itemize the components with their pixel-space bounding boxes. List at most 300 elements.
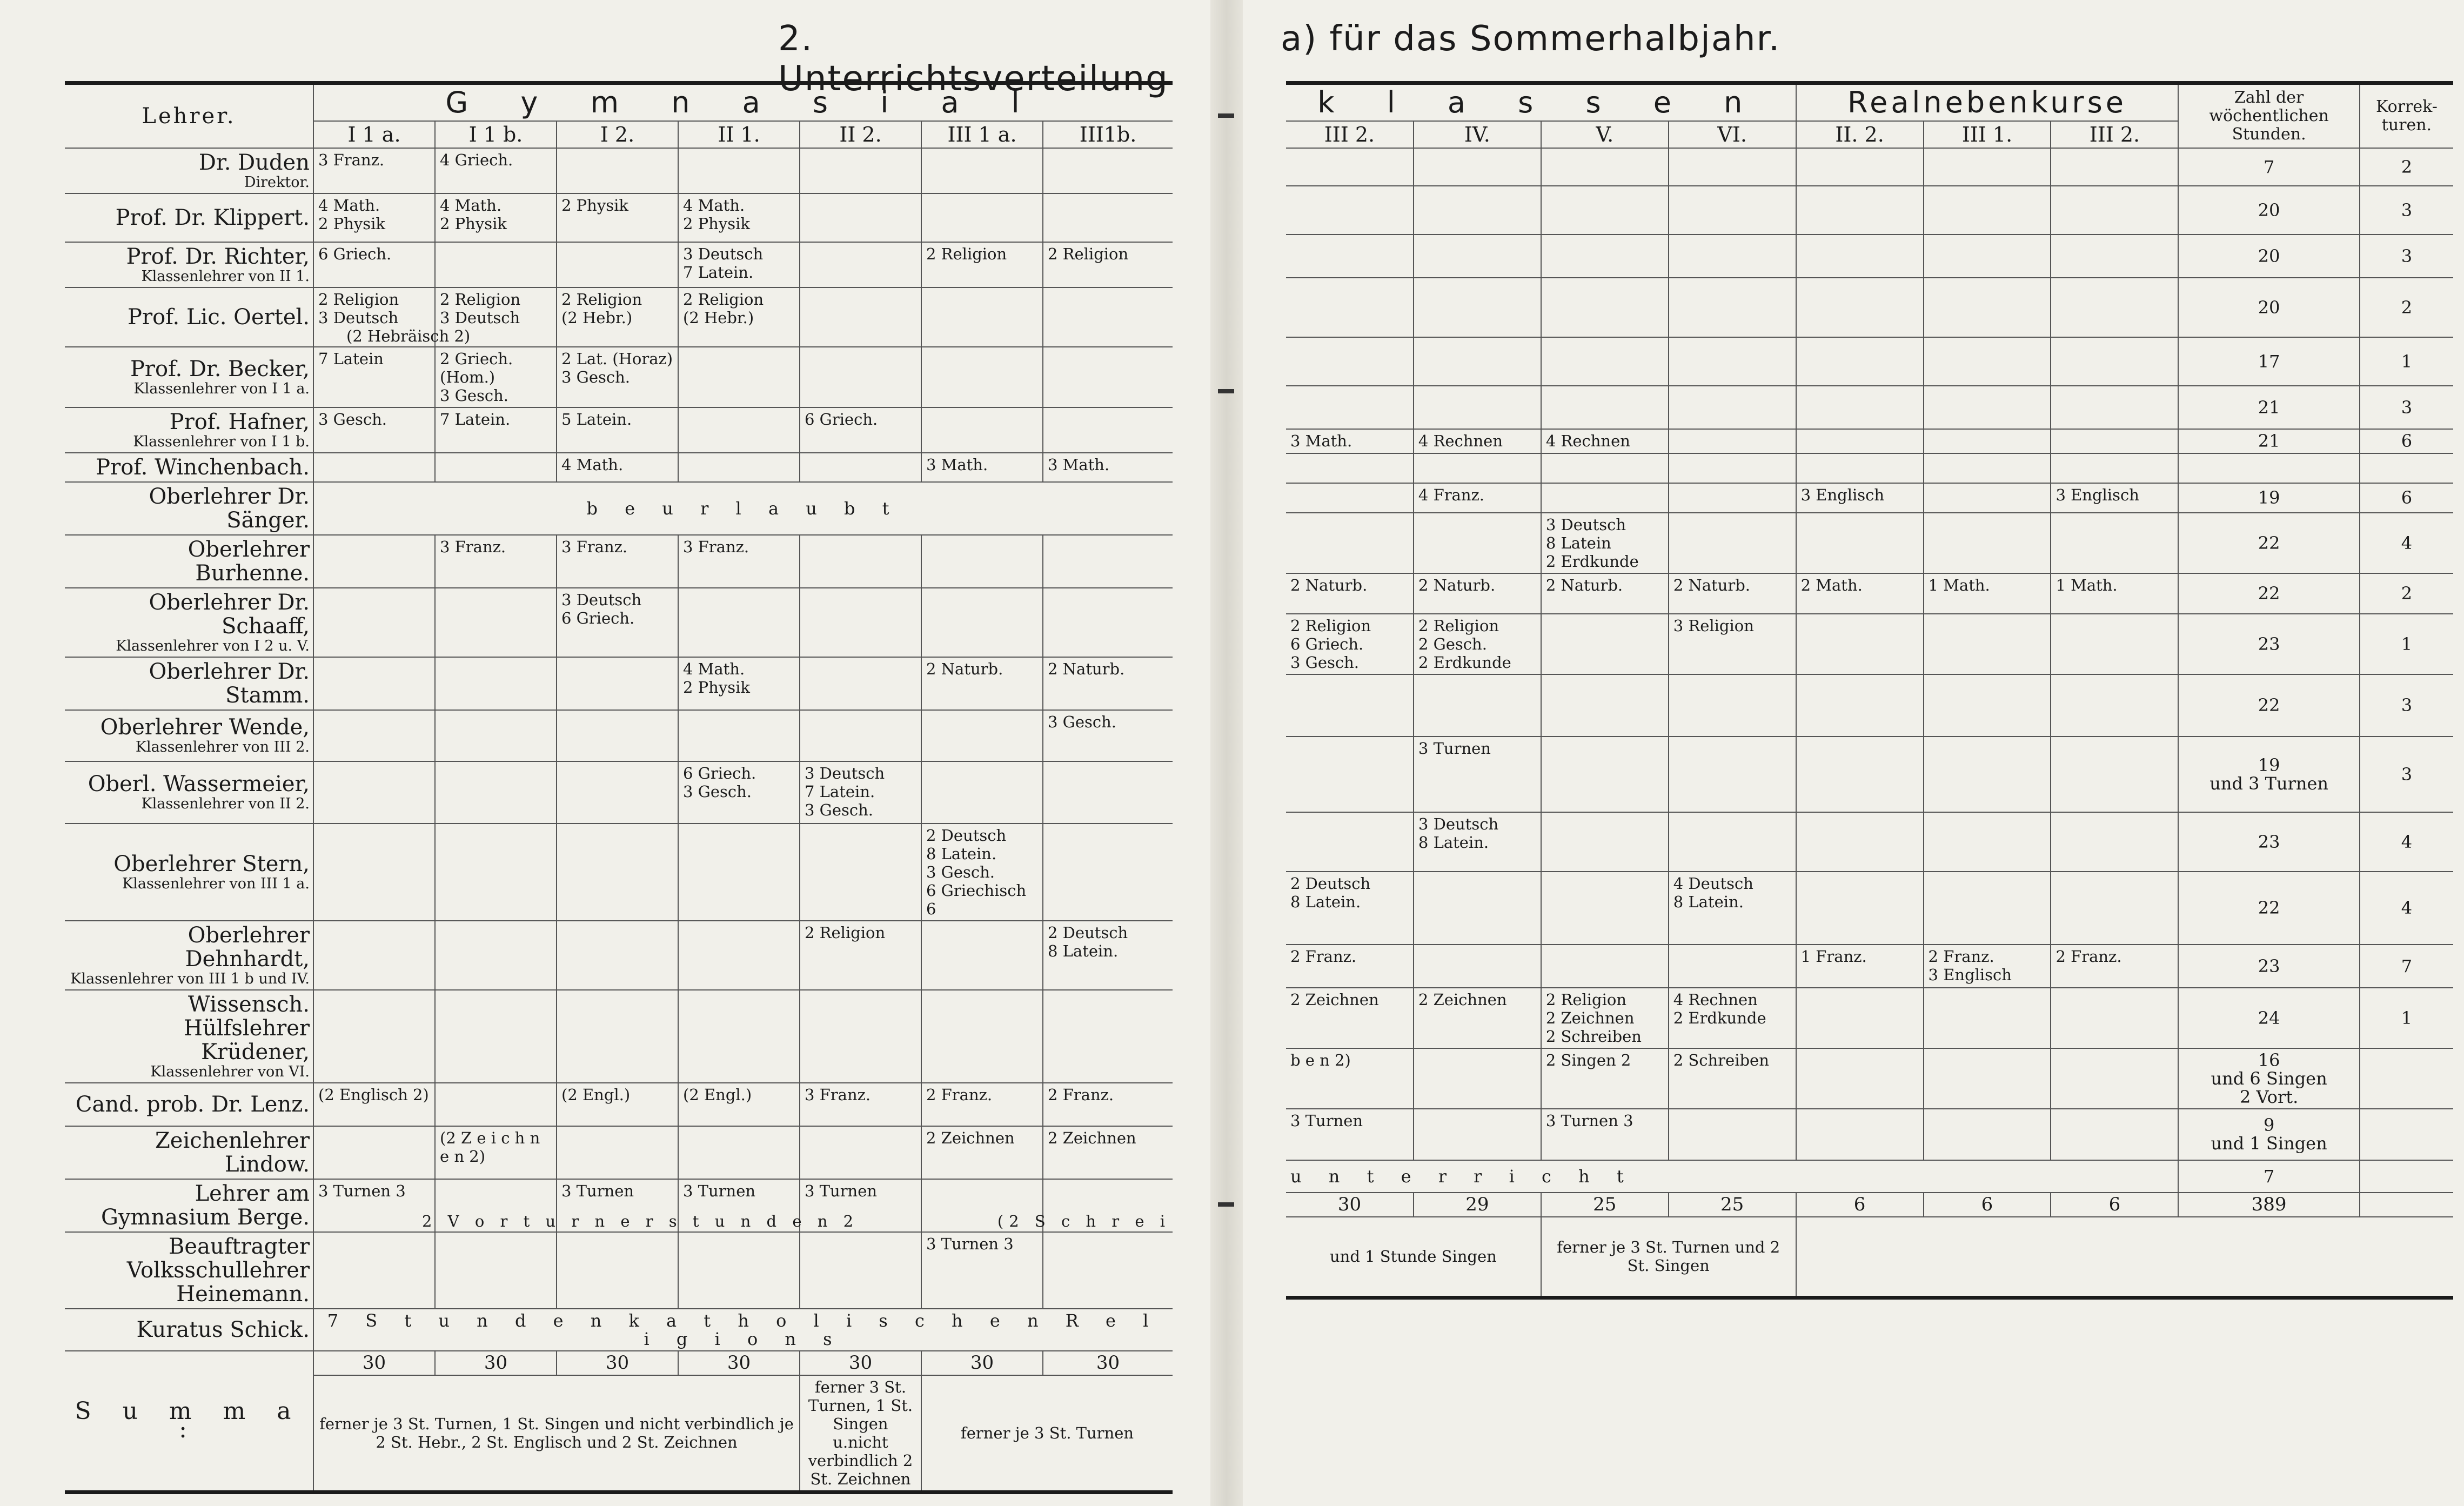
schedule-cell: 4 Math. 2 Physik — [313, 193, 435, 242]
summa-note: und 1 Stunde Singen — [1286, 1217, 1541, 1298]
teacher-name: Oberlehrer Dehnhardt, — [185, 922, 310, 972]
class-column-header: I 1 b. — [435, 121, 557, 148]
schedule-cell — [1414, 337, 1541, 386]
schedule-cell: (2 Engl.) — [678, 1083, 800, 1126]
schedule-cell — [557, 710, 678, 761]
schedule-cell: 2 Physik — [557, 193, 678, 242]
weekly-hours-cell: 9 und 1 Singen — [2178, 1109, 2360, 1160]
schedule-cell — [1796, 1109, 1924, 1160]
schedule-cell: 2 Deutsch 8 Latein. — [1043, 921, 1173, 990]
schedule-cell — [1286, 812, 1414, 872]
corrections-cell: 3 — [2360, 737, 2453, 812]
schedule-cell — [1669, 235, 1796, 278]
schedule-cell — [800, 148, 921, 193]
teacher-row-left — [65, 407, 1173, 453]
schedule-cell — [313, 535, 435, 588]
schedule-cell — [435, 453, 557, 482]
schedule-cell — [1669, 513, 1796, 573]
schedule-cell — [313, 657, 435, 710]
teacher-name: Cand. prob. Dr. Lenz. — [75, 1092, 310, 1117]
teacher-name: Wissensch. Hülfslehrer Krüdener, — [184, 992, 310, 1065]
right-schedule-table — [1286, 81, 2453, 1300]
totals-row-right — [1286, 1193, 2453, 1217]
schedule-cell: 3 Gesch. — [313, 407, 435, 453]
realnebenkurse-header: Realnebenkurse — [1796, 83, 2179, 121]
grand-total-cell: 389 — [2178, 1193, 2360, 1217]
schedule-cell — [1414, 186, 1541, 235]
schedule-cell — [313, 1232, 435, 1309]
schedule-cell — [435, 657, 557, 710]
schedule-cell — [1924, 1048, 2051, 1109]
schedule-cell: 3 Franz. — [313, 148, 435, 193]
corrections-cell: 3 — [2360, 386, 2453, 429]
schedule-cell — [1541, 945, 1669, 988]
class-column-header: III 1. — [1924, 121, 2051, 148]
schedule-cell — [1796, 386, 1924, 429]
teacher-row-left — [65, 1232, 1173, 1309]
schedule-cell — [435, 990, 557, 1083]
schedule-cell — [678, 453, 800, 482]
schedule-cell: 2 Zeichnen — [1043, 1126, 1173, 1179]
teacher-row-right — [1286, 235, 2453, 278]
schedule-cell: 2 Religion 3 Deutsch — [435, 287, 557, 347]
schedule-cell: 2 Math. — [1796, 573, 1924, 614]
weekly-hours-cell: 16 und 6 Singen 2 Vort. — [2178, 1048, 2360, 1109]
corrections-cell: 2 — [2360, 148, 2453, 186]
teacher-row-right — [1286, 483, 2453, 513]
schedule-cell — [1414, 1109, 1541, 1160]
schedule-cell: 3 Turnen — [1286, 1109, 1414, 1160]
schedule-cell — [1414, 148, 1541, 186]
schedule-cell: 4 Math. — [557, 453, 678, 482]
teacher-row-left — [65, 1179, 1173, 1232]
corrections-cell: 1 — [2360, 337, 2453, 386]
teacher-row-left — [65, 1309, 1173, 1351]
schedule-cell: 4 Franz. — [1414, 483, 1541, 513]
weekly-hours-cell: 7 — [2178, 1160, 2360, 1193]
weekly-hours-cell: 22 — [2178, 573, 2360, 614]
teacher-role: Klassenlehrer von III 1 b und IV. — [70, 970, 310, 987]
schedule-cell — [997, 1179, 1173, 1232]
schedule-cell: 2 Singen 2 — [1541, 1048, 1669, 1109]
teacher-name-cell — [65, 242, 313, 287]
schedule-note: (2 Hebräisch 2) — [346, 326, 471, 345]
gutter-mark — [1218, 1202, 1234, 1207]
schedule-cell — [1043, 287, 1173, 347]
schedule-cell — [1796, 235, 1924, 278]
schedule-cell: 3 Turnen 3 2 V o r t u r n e r s t u n d e n 2 — [313, 1179, 435, 1232]
teacher-row-left — [65, 287, 1173, 347]
teacher-row-right — [1286, 1109, 2453, 1160]
schedule-cell: 3 Franz. — [557, 535, 678, 588]
schedule-span-cell: u n t e r r i c h t — [1286, 1160, 2178, 1193]
teacher-name-cell — [65, 1179, 313, 1232]
schedule-cell: 7 Latein — [313, 347, 435, 407]
schedule-cell: 3 Math. — [1286, 429, 1414, 453]
schedule-cell — [1286, 483, 1414, 513]
teacher-name-cell — [65, 1083, 313, 1126]
schedule-cell — [678, 347, 800, 407]
schedule-cell: 4 Math. 2 Physik — [678, 657, 800, 710]
schedule-cell — [1414, 386, 1541, 429]
teacher-name-cell — [65, 990, 313, 1083]
teacher-name: Prof. Dr. Klippert. — [115, 205, 310, 230]
schedule-cell — [1286, 737, 1414, 812]
schedule-cell — [435, 242, 557, 287]
total-cell: 30 — [557, 1351, 678, 1375]
schedule-cell — [1286, 674, 1414, 737]
schedule-cell — [2051, 872, 2178, 945]
schedule-cell — [800, 242, 921, 287]
schedule-cell — [1043, 588, 1173, 657]
teacher-row-left — [65, 242, 1173, 287]
schedule-cell: 4 Rechnen — [1541, 429, 1669, 453]
schedule-cell: 2 Franz. — [1286, 945, 1414, 988]
schedule-cell — [313, 990, 435, 1083]
schedule-cell: 3 Deutsch 7 Latein. 3 Gesch. — [800, 761, 921, 824]
schedule-cell — [557, 761, 678, 824]
schedule-cell — [1541, 386, 1669, 429]
schedule-cell — [435, 1083, 557, 1126]
schedule-cell — [1796, 812, 1924, 872]
schedule-cell: 1 Franz. — [1796, 945, 1924, 988]
teacher-row-left — [65, 148, 1173, 193]
teacher-name-cell — [65, 761, 313, 824]
weekly-hours-cell: 21 — [2178, 429, 2360, 453]
schedule-cell — [1796, 1048, 1924, 1109]
left-page — [0, 0, 1210, 1506]
summa-note: ferner je 3 St. Turnen, 1 St. Singen und nicht verbindlich je 2 St. Hebr., 2 St. Englisch und 2 St. Zeichnen — [313, 1375, 800, 1492]
schedule-cell — [2051, 737, 2178, 812]
total-cell: 30 — [678, 1351, 800, 1375]
schedule-cell — [1414, 674, 1541, 737]
schedule-cell — [1669, 337, 1796, 386]
total-cell: 25 — [1669, 1193, 1796, 1217]
schedule-cell — [800, 347, 921, 407]
corrections-cell: 6 — [2360, 429, 2453, 453]
schedule-cell: 2 Schreiben — [1669, 1048, 1796, 1109]
schedule-cell — [1286, 513, 1414, 573]
schedule-cell — [1541, 674, 1669, 737]
schedule-cell: 3 Englisch — [1796, 483, 1924, 513]
total-cell: 6 — [1796, 1193, 1924, 1217]
schedule-cell: 6 Griech. — [800, 407, 921, 453]
teacher-name: Oberl. Wassermeier, — [88, 772, 310, 796]
schedule-cell — [435, 710, 557, 761]
corrections-cell — [2360, 1048, 2453, 1109]
teacher-name: Zeichenlehrer Lindow. — [155, 1128, 310, 1177]
weekly-hours-cell: 24 — [2178, 988, 2360, 1048]
schedule-cell — [1541, 278, 1669, 337]
schedule-cell: 3 Turnen 3 — [921, 1232, 1043, 1309]
schedule-cell — [1414, 872, 1541, 945]
schedule-cell: 2 Zeichnen — [1414, 988, 1541, 1048]
schedule-cell: 2 Religion — [800, 921, 921, 990]
schedule-cell: 2 Deutsch 8 Latein. 3 Gesch. 6 Griechisch 6 — [921, 824, 1043, 921]
schedule-cell: 6 Griech. 3 Gesch. — [678, 761, 800, 824]
schedule-cell — [1669, 429, 1796, 453]
schedule-cell — [2051, 429, 2178, 453]
teacher-row-left — [65, 347, 1173, 407]
teacher-row-left — [65, 535, 1173, 588]
class-column-header: V. — [1541, 121, 1669, 148]
total-cell — [2360, 1193, 2453, 1217]
schedule-cell — [921, 588, 1043, 657]
schedule-cell — [1924, 278, 2051, 337]
schedule-cell — [1541, 483, 1669, 513]
schedule-cell — [800, 535, 921, 588]
schedule-cell: 2 Naturb. — [921, 657, 1043, 710]
schedule-cell — [1541, 812, 1669, 872]
schedule-cell — [800, 990, 921, 1083]
teacher-name-cell — [65, 710, 313, 761]
schedule-cell — [921, 535, 1043, 588]
schedule-note: (2 S c h r e i — [997, 1212, 1171, 1230]
schedule-cell — [921, 710, 1043, 761]
summa-label: S u m m a : — [65, 1351, 313, 1492]
schedule-cell — [1541, 737, 1669, 812]
schedule-cell: 1 Math. — [1924, 573, 2051, 614]
schedule-cell — [678, 588, 800, 657]
teacher-row-right — [1286, 337, 2453, 386]
schedule-cell — [557, 242, 678, 287]
teacher-name: Dr. Duden — [198, 150, 310, 175]
teacher-row-left — [65, 824, 1173, 921]
schedule-cell — [1669, 453, 1796, 483]
teacher-name-cell — [65, 535, 313, 588]
teacher-row-left — [65, 588, 1173, 657]
corrections-cell: 2 — [2360, 573, 2453, 614]
schedule-cell: 3 Franz. — [678, 535, 800, 588]
schedule-cell — [1043, 193, 1173, 242]
schedule-cell — [1414, 945, 1541, 988]
schedule-cell — [1286, 453, 1414, 483]
schedule-cell — [800, 710, 921, 761]
schedule-cell — [313, 921, 435, 990]
schedule-cell: 2 Franz. 3 Englisch — [1924, 945, 2051, 988]
class-column-header: II 1. — [678, 121, 800, 148]
schedule-cell — [1924, 737, 2051, 812]
schedule-cell — [2051, 513, 2178, 573]
class-column-header: IV. — [1414, 121, 1541, 148]
schedule-cell — [2051, 386, 2178, 429]
schedule-cell — [1924, 386, 2051, 429]
schedule-cell — [1043, 990, 1173, 1083]
schedule-cell — [678, 710, 800, 761]
teacher-role: Klassenlehrer von I 1 a. — [133, 380, 310, 397]
schedule-cell — [800, 657, 921, 710]
teacher-name-cell — [65, 287, 313, 347]
teacher-name: Oberlehrer Stern, — [113, 851, 310, 876]
teacher-role: Klassenlehrer von I 1 b. — [133, 433, 310, 450]
schedule-cell — [800, 287, 921, 347]
teacher-name-cell — [65, 1309, 313, 1351]
teacher-row-right — [1286, 148, 2453, 186]
schedule-cell — [557, 148, 678, 193]
teacher-row-left — [65, 657, 1173, 710]
schedule-cell: 3 Deutsch 6 Griech. — [557, 588, 678, 657]
schedule-cell — [435, 921, 557, 990]
schedule-cell — [557, 1232, 678, 1309]
schedule-cell — [1286, 278, 1414, 337]
teacher-name: Lehrer am Gymnasium Berge. — [101, 1181, 310, 1230]
corrections-cell: 3 — [2360, 235, 2453, 278]
schedule-cell: 6 Griech. — [313, 242, 435, 287]
schedule-cell — [435, 824, 557, 921]
schedule-cell: 2 Deutsch 8 Latein. — [1286, 872, 1414, 945]
schedule-cell: 4 Griech. — [435, 148, 557, 193]
schedule-cell — [921, 990, 1043, 1083]
teacher-name: Prof. Lic. Oertel. — [128, 304, 310, 330]
schedule-cell — [800, 1126, 921, 1179]
schedule-cell — [1414, 278, 1541, 337]
teacher-name-cell — [65, 347, 313, 407]
schedule-cell: b e n 2) — [1286, 1048, 1414, 1109]
corrections-cell: 6 — [2360, 483, 2453, 513]
schedule-cell: 4 Rechnen 2 Erdkunde — [1669, 988, 1796, 1048]
klassen-header: k l a s s e n — [1286, 83, 1796, 121]
schedule-cell: 2 Franz. — [921, 1083, 1043, 1126]
totals-row-left — [65, 1351, 1173, 1375]
gutter-mark — [1218, 113, 1234, 118]
schedule-cell: 4 Math. 2 Physik — [435, 193, 557, 242]
class-column-header: III 2. — [2051, 121, 2178, 148]
schedule-cell: 3 Deutsch 7 Latein. — [678, 242, 800, 287]
total-cell: 25 — [1541, 1193, 1669, 1217]
schedule-cell — [435, 761, 557, 824]
schedule-cell: 2 Religion — [1043, 242, 1173, 287]
schedule-cell — [1043, 407, 1173, 453]
schedule-cell: 3 Gesch. — [1043, 710, 1173, 761]
schedule-cell — [1924, 513, 2051, 573]
schedule-cell — [1924, 186, 2051, 235]
weekly-hours-cell: 22 — [2178, 674, 2360, 737]
schedule-cell: 3 Turnen — [1414, 737, 1541, 812]
weekly-hours-cell: 17 — [2178, 337, 2360, 386]
schedule-cell — [1796, 513, 1924, 573]
schedule-cell: 4 Deutsch 8 Latein. — [1669, 872, 1796, 945]
corrections-cell: 4 — [2360, 812, 2453, 872]
teacher-name: Oberlehrer Wende, — [100, 715, 310, 740]
schedule-cell — [2051, 186, 2178, 235]
schedule-cell — [1669, 186, 1796, 235]
korrekturen-header: Korrek-turen. — [2360, 83, 2453, 148]
schedule-cell — [1796, 872, 1924, 945]
schedule-cell: 3 Turnen — [557, 1179, 678, 1232]
schedule-cell — [1541, 235, 1669, 278]
schedule-cell: 7 Latein. — [435, 407, 557, 453]
teacher-row-right — [1286, 513, 2453, 573]
class-column-header: I 1 a. — [313, 121, 435, 148]
total-cell: 30 — [435, 1351, 557, 1375]
schedule-cell — [800, 1232, 921, 1309]
weekly-hours-cell: 23 — [2178, 614, 2360, 674]
schedule-cell: 3 Franz. — [800, 1083, 921, 1126]
teacher-role: Direktor. — [244, 173, 310, 191]
schedule-cell — [1043, 761, 1173, 824]
schedule-cell: 2 Franz. — [2051, 945, 2178, 988]
zahl-header: Zahl der wöchentlichen Stunden. — [2178, 83, 2360, 148]
schedule-cell — [678, 990, 800, 1083]
teacher-row-right — [1286, 278, 2453, 337]
schedule-cell — [1796, 614, 1924, 674]
schedule-cell — [678, 1232, 800, 1309]
teacher-name-cell — [65, 1126, 313, 1179]
schedule-cell — [2051, 614, 2178, 674]
weekly-hours-cell: 19 — [2178, 483, 2360, 513]
schedule-cell — [1796, 278, 1924, 337]
schedule-cell — [678, 1126, 800, 1179]
schedule-cell — [435, 588, 557, 657]
schedule-cell — [800, 193, 921, 242]
corrections-cell: 1 — [2360, 988, 2453, 1048]
corrections-cell: 1 — [2360, 614, 2453, 674]
schedule-cell: 2 Religion (2 Hebr.) — [678, 287, 800, 347]
schedule-cell — [1924, 235, 2051, 278]
schedule-cell — [678, 921, 800, 990]
schedule-cell — [1541, 453, 1669, 483]
schedule-cell — [678, 407, 800, 453]
teacher-name-cell — [65, 657, 313, 710]
teacher-name-cell — [65, 453, 313, 482]
schedule-cell — [2051, 148, 2178, 186]
schedule-cell — [1286, 386, 1414, 429]
weekly-hours-cell: 22 — [2178, 513, 2360, 573]
teacher-name-cell — [65, 482, 313, 535]
summa-note: ferner 3 St. Turnen, 1 St. Singen u.nicht verbindlich 2 St. Zeichnen — [800, 1375, 921, 1492]
book-gutter — [1210, 0, 1243, 1506]
weekly-hours-cell: 21 — [2178, 386, 2360, 429]
total-cell: 29 — [1414, 1193, 1541, 1217]
schedule-cell — [557, 824, 678, 921]
schedule-cell: 2 Griech.(Hom.) 3 Gesch. — [435, 347, 557, 407]
schedule-cell — [800, 453, 921, 482]
schedule-cell — [557, 1126, 678, 1179]
schedule-cell: 3 Turnen — [678, 1179, 800, 1232]
schedule-cell — [1043, 535, 1173, 588]
schedule-cell — [1924, 337, 2051, 386]
corrections-cell: 4 — [2360, 513, 2453, 573]
teacher-role: Klassenlehrer von II 1. — [141, 267, 310, 285]
schedule-cell — [1924, 674, 2051, 737]
schedule-cell — [2051, 812, 2178, 872]
teacher-row-right — [1286, 1160, 2453, 1193]
schedule-cell — [2051, 453, 2178, 483]
schedule-cell: 2 Lat. (Horaz) 3 Gesch. — [557, 347, 678, 407]
schedule-cell — [1669, 674, 1796, 737]
schedule-cell — [1924, 453, 2051, 483]
class-column-header: III 1 a. — [921, 121, 1043, 148]
schedule-cell — [1924, 148, 2051, 186]
class-column-header: II. 2. — [1796, 121, 1924, 148]
schedule-cell: 2 Religion (2 Hebr.) — [557, 287, 678, 347]
teacher-role: Klassenlehrer von III 1 a. — [122, 875, 310, 892]
total-cell: 30 — [921, 1351, 1043, 1375]
teacher-row-right — [1286, 945, 2453, 988]
class-column-header: III1b. — [1043, 121, 1173, 148]
teacher-name-cell — [65, 921, 313, 990]
schedule-cell — [1796, 186, 1924, 235]
lehrer-header: Lehrer. — [65, 83, 313, 148]
schedule-cell — [2051, 337, 2178, 386]
schedule-cell: 3 Deutsch 8 Latein. — [1414, 812, 1541, 872]
teacher-row-left — [65, 193, 1173, 242]
schedule-cell: 2 Zeichnen — [921, 1126, 1043, 1179]
schedule-cell — [1669, 483, 1796, 513]
teacher-name: Oberlehrer Dr. Sänger. — [149, 484, 310, 533]
teacher-row-right — [1286, 573, 2453, 614]
schedule-cell — [1924, 988, 2051, 1048]
